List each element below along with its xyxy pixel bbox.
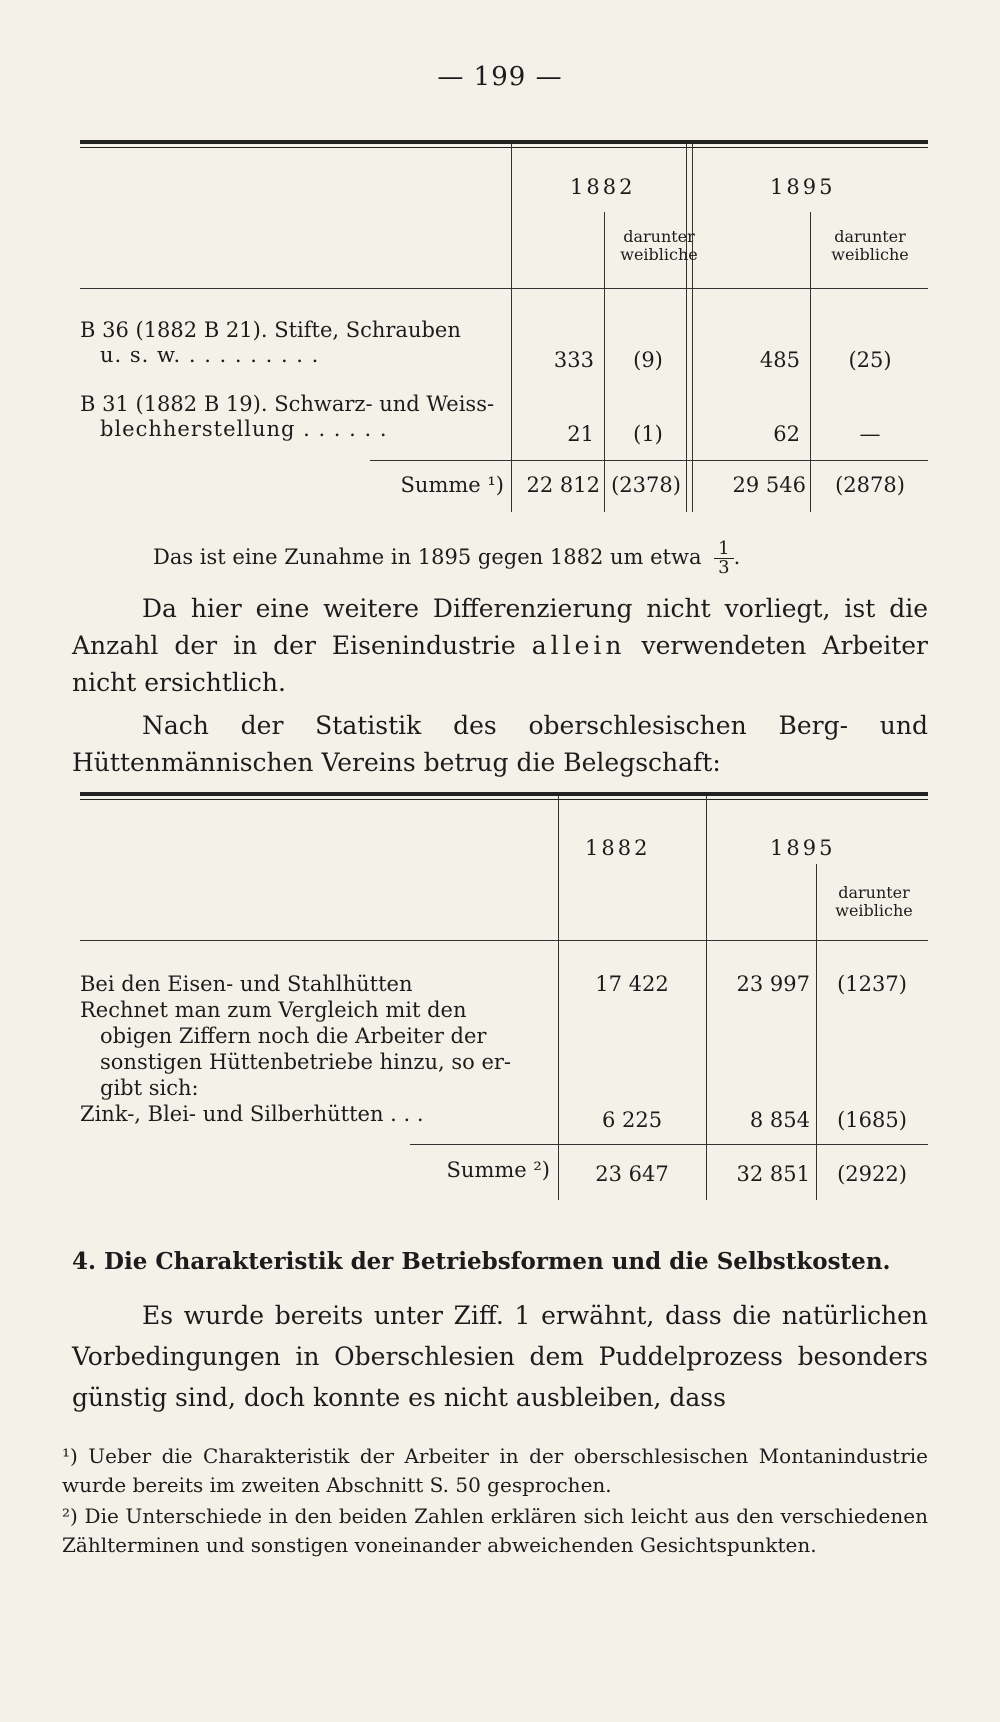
paragraph-charakteristik	[72, 1295, 928, 1418]
fraction-numerator: 1	[714, 540, 733, 559]
note-line: sonstigen Hüttenbetriebe hinzu, so er-	[100, 1050, 512, 1074]
increase-text: Das ist eine Zunahme in 1895 gegen 1882 um etwa	[153, 545, 702, 569]
row-label: B 36 (1882 B 21). Stifte, Schrauben	[80, 318, 461, 342]
note-line: gibt sich:	[100, 1076, 199, 1100]
cell-value: (1237)	[837, 972, 907, 996]
cell-value: 23 997	[736, 972, 810, 996]
sum-value: 29 546	[732, 473, 806, 497]
header-year-1882: 1882	[585, 836, 651, 860]
sum-value: (2378)	[611, 473, 681, 497]
table-top-rule	[80, 140, 928, 148]
sum-label: Summe ²)	[446, 1158, 550, 1182]
section-heading: 4. Die Charakteristik der Betriebsformen und die Selbstkosten.	[72, 1248, 891, 1275]
footnote-1: ¹) Ueber die Charakteristik der Arbeiter in der oberschlesischen Montanindustrie wurde bereits im zweiten Abschnitt S. 50 gesprochen.	[62, 1444, 928, 1497]
table-header-rule	[80, 288, 928, 289]
note-line: Rechnet man zum Vergleich mit den	[80, 998, 467, 1022]
cell-value: 333	[553, 348, 594, 372]
cell-value: 6 225	[601, 1108, 663, 1132]
column-divider	[692, 144, 693, 512]
footnote-2: ²) Die Unterschiede in den beiden Zahlen erklären sich leicht aus den verschiedenen Zählterminen und sonstigen voneinander abweichenden Gesichtspunkten.	[62, 1504, 928, 1557]
cell-value: —	[859, 422, 881, 446]
paragraph-text: verwendeten Arbeiter nicht ersichtlich.	[72, 631, 928, 697]
emphasis-allein: allein	[531, 631, 626, 660]
sum-value: (2878)	[835, 473, 905, 497]
paragraph-differenzierung	[72, 590, 928, 701]
paragraph-statistik	[72, 707, 928, 781]
sum-label: Summe ¹)	[400, 473, 504, 497]
paragraph-text: Da hier eine weitere Differenzierung nicht vorliegt, ist die Anzahl der in der Eisenindustrie	[72, 594, 928, 660]
header-year-1895: 1895	[770, 175, 836, 199]
column-divider	[604, 212, 605, 512]
row-label: B 31 (1882 B 19). Schwarz- und Weiss-	[80, 392, 495, 416]
column-divider	[511, 144, 512, 512]
increase-note: Das ist eine Zunahme in 1895 gegen 1882 um etwa $\frac{1}{3}$ .	[153, 538, 741, 578]
sum-value: (2922)	[837, 1162, 907, 1186]
column-divider	[810, 212, 811, 512]
cell-value: 485	[759, 348, 800, 372]
cell-value: (9)	[633, 348, 663, 372]
column-divider	[686, 144, 687, 512]
increase-fraction	[714, 540, 733, 577]
cell-value: (25)	[848, 348, 892, 372]
sum-value: 32 851	[736, 1162, 810, 1186]
row-label: blechherstellung . . . . . .	[100, 417, 388, 441]
cell-value: (1)	[633, 422, 663, 446]
column-divider	[706, 796, 707, 1200]
table-sum-rule	[410, 1144, 928, 1145]
cell-value: 8 854	[749, 1108, 810, 1132]
table-wire-screws	[80, 140, 928, 512]
header-year-1882: 1882	[570, 175, 636, 199]
paragraph-text: Es wurde bereits unter Ziff. 1 erwähnt, dass die natürlichen Vorbedingungen in Oberschlesien dem Puddelprozess besonders günstig sind, doch konnte es nicht ausbleiben, dass	[72, 1301, 928, 1412]
header-darunter-weibliche: darunter weibliche	[831, 227, 909, 264]
fraction-denominator: 3	[718, 557, 730, 578]
cell-value: (1685)	[837, 1108, 907, 1132]
paragraph-text: Nach der Statistik des oberschlesischen Berg- und Hüttenmännischen Vereins betrug die Belegschaft:	[72, 711, 928, 777]
table-belegschaft	[80, 792, 928, 1200]
page-number: — 199 —	[437, 62, 563, 92]
row-label: Bei den Eisen- und Stahlhütten	[80, 972, 413, 996]
table-header-rule	[80, 940, 928, 941]
table-sum-rule	[370, 460, 928, 461]
cell-value: 21	[567, 422, 594, 446]
cell-value: 62	[773, 422, 800, 446]
cell-value: 17 422	[595, 972, 669, 996]
sum-value: 22 812	[526, 473, 600, 497]
column-divider	[816, 864, 817, 1200]
row-label: u. s. w. . . . . . . . . .	[100, 343, 320, 367]
column-divider	[558, 796, 559, 1200]
row-label: Zink-, Blei- und Silberhütten . . .	[80, 1102, 424, 1126]
note-line: obigen Ziffern noch die Arbeiter der	[100, 1024, 487, 1048]
table-top-rule	[80, 792, 928, 800]
sum-value: 23 647	[595, 1162, 669, 1186]
header-darunter-weibliche: darunter weibliche	[835, 883, 913, 920]
header-year-1895: 1895	[770, 836, 836, 860]
header-darunter-weibliche: darunter weibliche	[620, 227, 698, 264]
